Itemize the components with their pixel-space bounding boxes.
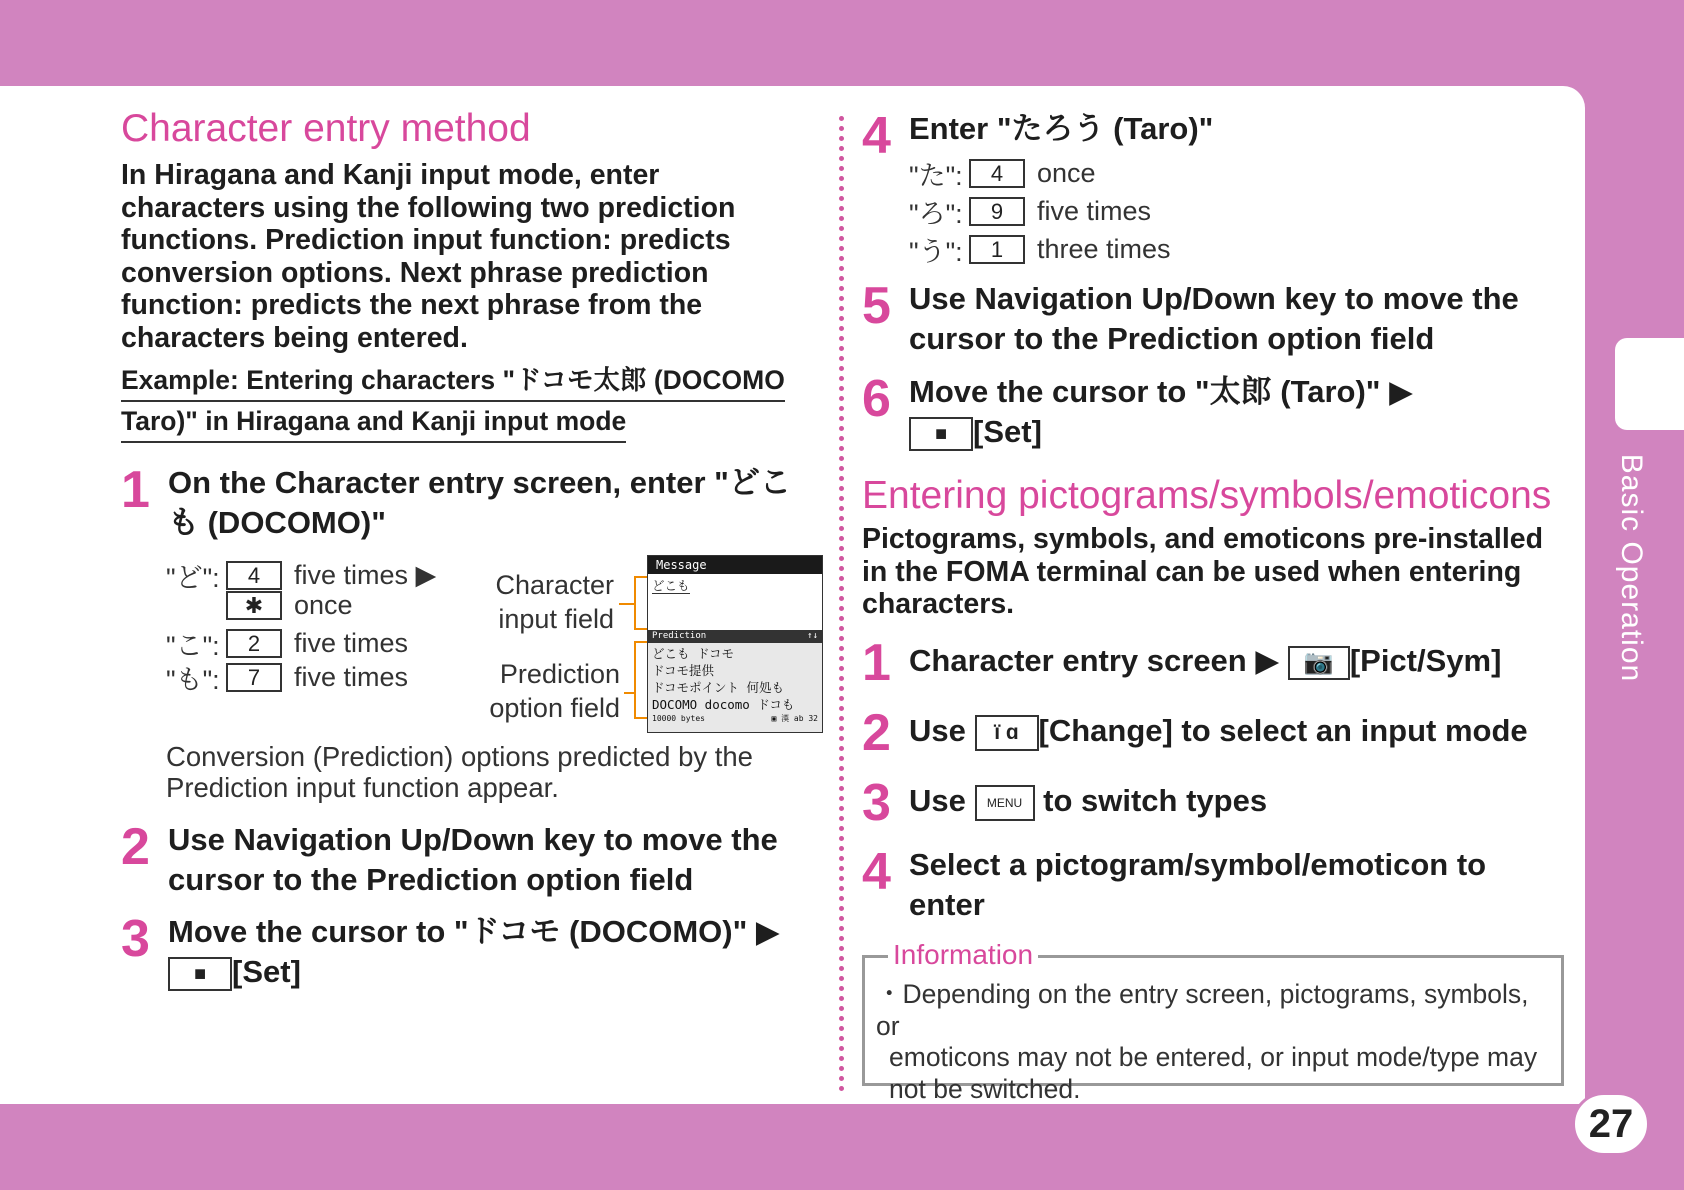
section-title-pictograms: Entering pictograms/symbols/emoticons <box>862 474 1552 517</box>
key-row: "た": 4 once <box>909 158 1096 191</box>
key-7: 7 <box>226 663 282 692</box>
key-row: "う": 1 three times <box>909 234 1171 267</box>
step-number: 2 <box>862 704 891 762</box>
phone-title-bar: Message <box>648 556 822 574</box>
step-number: 1 <box>862 634 891 692</box>
callout-prediction-option-field: Prediction option field <box>489 659 620 723</box>
phone-status-line: 10000 bytes ▣ 漢 ab 32 <box>652 714 818 723</box>
step-4-title: Enter "たろう (Taro)" <box>909 111 1214 146</box>
bottom-band <box>0 1104 1684 1190</box>
step-6-text: Move the cursor to "太郎 (Taro)" ▶ ■ [Set] <box>909 374 1413 449</box>
column-divider <box>839 116 844 1092</box>
step-2-text: Use Navigation Up/Down key to move the cursor to the Prediction option field <box>168 822 778 897</box>
callout-character-input-field: Character input field <box>495 570 614 634</box>
step-number: 4 <box>862 843 891 901</box>
section-2-intro: Pictograms, symbols, and emoticons pre-installed in the FOMA terminal can be used when entering characters. <box>862 523 1544 620</box>
camera-key-icon: 📷 <box>1288 646 1350 680</box>
key-row: "ど": 4 five times ▶ <box>166 560 437 593</box>
key-4: 4 <box>969 159 1025 188</box>
center-key: ■ <box>168 957 232 991</box>
key-9: 9 <box>969 197 1025 226</box>
callout-bracket <box>634 576 648 630</box>
pict-step-3-text: Use MENU to switch types <box>909 781 1267 821</box>
step-number: 1 <box>121 461 150 519</box>
information-title: Information <box>888 938 1038 972</box>
side-tab-label: Basic Operation <box>1615 453 1648 683</box>
key-asterisk: ✱ <box>226 591 282 620</box>
key-4: 4 <box>226 561 282 590</box>
step-1-text: On the Character entry screen, enter "どこ も (DOCOMO)" <box>168 465 791 540</box>
step-number: 2 <box>121 818 150 876</box>
step-number: 5 <box>862 277 891 335</box>
step-5-text: Use Navigation Up/Down key to move the cursor to the Prediction option field <box>909 281 1519 356</box>
center-key: ■ <box>909 417 973 451</box>
step-number: 4 <box>862 107 891 165</box>
phone-prediction-list: どこも ドコモ ドコモ提供 ドコモポイント 何処も DOCOMO docomo ドコも 10000 bytes ▣ 漢 ab 32 <box>648 643 822 733</box>
step-number: 6 <box>862 370 891 428</box>
key-1: 1 <box>969 235 1025 264</box>
phone-screen-illustration <box>647 555 823 733</box>
iota-alpha-key-icon: ï ɑ <box>975 715 1039 751</box>
step-1-note: Conversion (Prediction) options predicted by the Prediction input function appear. <box>166 741 753 803</box>
phone-input-field: どこも <box>652 578 690 593</box>
key-row: "こ": 2 five times <box>166 628 409 661</box>
key-row: "ろ": 9 five times <box>909 196 1152 229</box>
callout-line <box>619 603 635 605</box>
example-heading: Example: Entering characters "ドコモ太郎 (DOCOMO Taro)" in Hiragana and Kanji input mode <box>121 361 821 443</box>
pict-step-1-text: Character entry screen ▶ 📷 [Pict/Sym] <box>909 643 1502 678</box>
step-number: 3 <box>121 910 150 968</box>
pict-step-2-text: Use ï ɑ [Change] to select an input mode <box>909 711 1528 751</box>
step-number: 3 <box>862 774 891 832</box>
page-number: 27 <box>1572 1092 1650 1156</box>
menu-key-icon: MENU <box>975 785 1035 821</box>
pict-step-4-text: Select a pictogram/symbol/emoticon to enter <box>909 847 1487 922</box>
key-2: 2 <box>226 629 282 658</box>
key-row: "も": 7 five times <box>166 662 409 695</box>
side-tab <box>1615 338 1684 430</box>
information-text: ・Depending on the entry screen, pictograms, symbols, or emoticons may not be entered, or input mode/type may not be switched. <box>876 979 1538 1104</box>
phone-prediction-bar: Prediction ↑↓ <box>648 630 822 643</box>
intro-paragraph: In Hiragana and Kanji input mode, enter characters using the following two prediction functions. Prediction input function: predicts conversion options. Next phrase prediction function: predicts the next phrase from the characters being entered. <box>121 159 736 354</box>
step-3-text: Move the cursor to "ドコモ (DOCOMO)" ▶ ■ [Set] <box>168 914 780 989</box>
callout-bracket <box>634 641 648 719</box>
key-row: ✱ once <box>166 590 353 621</box>
section-title-character-entry: Character entry method <box>121 107 531 150</box>
